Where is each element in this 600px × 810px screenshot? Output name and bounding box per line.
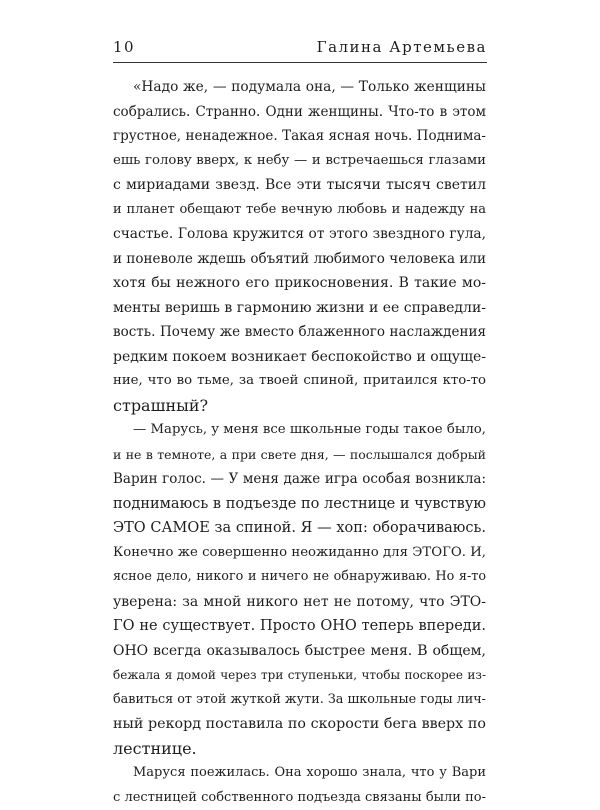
text-line: — Марусь, у меня все школьные годы такое было, <box>113 418 486 443</box>
running-head <box>113 38 487 56</box>
text-line: счастье. Голова кружится от этого звездного гула, <box>113 222 486 247</box>
text-line: и планет обещают тебе вечную любовь и надежду на <box>113 198 486 223</box>
text-line: редким покоем возникает беспокойство и ощуще- <box>113 345 486 370</box>
header-rule <box>113 62 487 63</box>
text-line: Конечно же совершенно неожиданно для ЭТОГО. И, <box>113 541 486 566</box>
text-line: ОНО всегда оказывалось быстрее меня. В общем, <box>113 639 486 664</box>
text-line: с мириадами звезд. Все эти тысячи тысяч светил <box>113 173 486 198</box>
text-line: «Надо же, — подумала она, — Только женщины <box>113 75 486 100</box>
text-line: и поневоле ждешь объятий любимого человека или <box>113 247 486 272</box>
text-line: ГО не существует. Просто ОНО теперь впереди. <box>113 614 486 639</box>
text-line: вость. Почему же вместо блаженного наслаждения <box>113 320 486 345</box>
text-line: ешь голову вверх, к небу — и встречаешься глазами <box>113 149 486 174</box>
text-line: уверена: за мной никого нет не потому, что ЭТО- <box>113 590 486 615</box>
body-text <box>113 75 486 810</box>
text-line: грустное, ненадежное. Такая ясная ночь. Поднима- <box>113 124 486 149</box>
text-line: поднимаюсь в подъезде по лестнице и чувствую <box>113 492 486 517</box>
text-line: Маруся поежилась. Она хорошо знала, что у Вари <box>113 761 486 786</box>
text-line: менты веришь в гармонию жизни и ее справедли- <box>113 296 486 321</box>
text-line: Варин голос. — У меня даже игра особая возникла: <box>113 467 486 492</box>
text-line: лестнице. <box>113 737 486 762</box>
text-line: хотя бы нежного его прикосновения. В такие мо- <box>113 271 486 296</box>
text-line: с лестницей собственного подъезда связаны были по- <box>113 786 486 810</box>
text-line: ние, что во тьме, за твоей спиной, притаился кто-то <box>113 369 486 394</box>
text-line: и не в темноте, а при свете дня, — послышался добрый <box>113 443 486 468</box>
page-number: 10 <box>113 38 135 56</box>
author-name: Галина Артемьева <box>317 38 487 56</box>
text-line: ЭТО САМОЕ за спиной. Я — хоп: оборачиваюсь. <box>113 516 486 541</box>
text-line: ный рекорд поставила по скорости бега вверх по <box>113 712 486 737</box>
text-line: бежала я домой через три ступеньки, чтобы поскорее из- <box>113 663 486 688</box>
text-line: собрались. Странно. Одни женщины. Что-то в этом <box>113 100 486 125</box>
text-line: страшный? <box>113 394 486 419</box>
text-line: ясное дело, никого и ничего не обнаруживаю. Но я-то <box>113 565 486 590</box>
text-line: бавиться от этой жуткой жути. За школьные годы лич- <box>113 688 486 713</box>
